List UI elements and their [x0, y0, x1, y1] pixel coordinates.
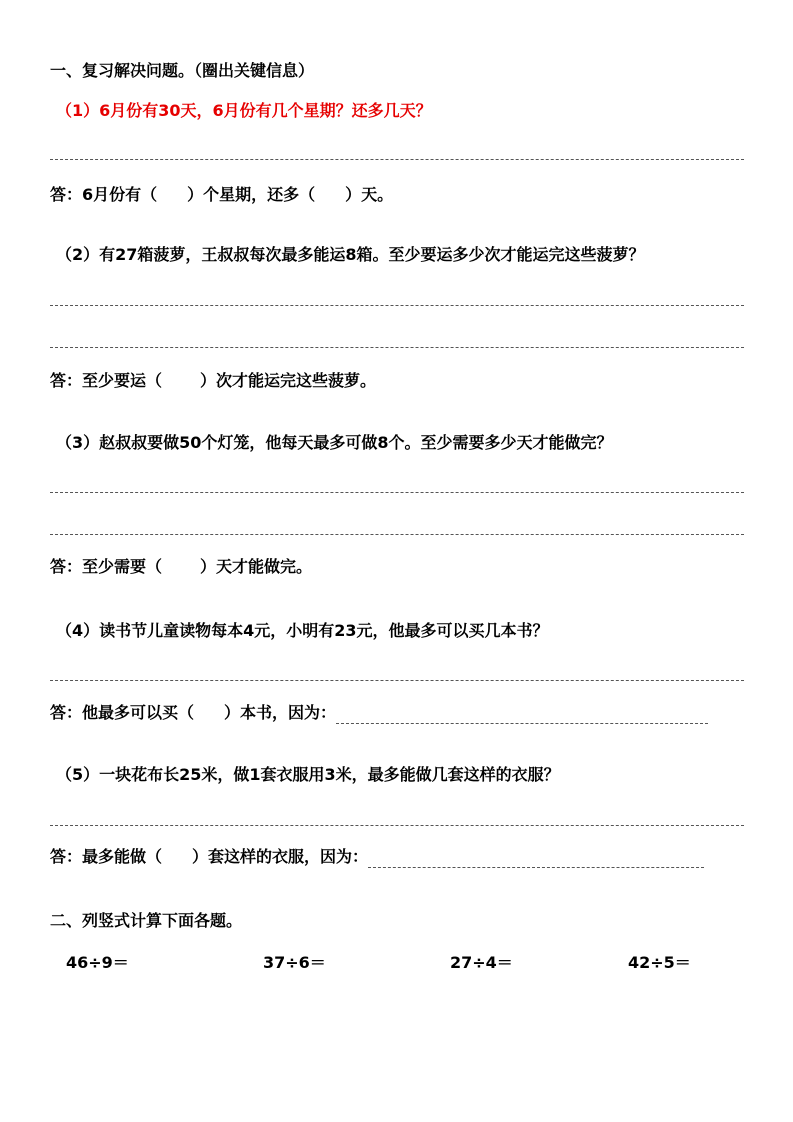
question-1: （1）6月份有30天，6月份有几个星期？还多几天？: [56, 101, 432, 120]
answer-line: [50, 825, 744, 826]
question-2: （2）有27箱菠萝，王叔叔每次最多能运8箱。至少要运多少次才能运完这些菠萝？: [56, 245, 645, 264]
answer-5-reason-line[interactable]: [368, 847, 704, 868]
answer-5-part-b: ）套这样的衣服，因为：: [192, 847, 369, 866]
calc-item-1: 46÷9＝: [66, 953, 129, 972]
answer-line: [50, 680, 744, 681]
calc-item-4: 42÷5＝: [628, 953, 691, 972]
section2-title: 二、列竖式计算下面各题。: [50, 911, 243, 930]
answer-1: [50, 184, 393, 206]
answer-5-part-a: 答：最多能做（: [50, 847, 163, 866]
question-5: （5）一块花布长25米，做1套衣服用3米，最多能做几套这样的衣服？: [56, 765, 560, 784]
answer-line: [50, 534, 744, 535]
answer-1-part-a: 答：6月份有（: [50, 185, 158, 204]
answer-4-part-b: ）本书，因为：: [224, 703, 337, 722]
answer-2-part-b: ）次才能运完这些菠萝。: [200, 371, 377, 390]
section1-title: 一、复习解决问题。（圈出关键信息）: [50, 61, 315, 80]
answer-5: [50, 846, 704, 868]
answer-4: [50, 702, 708, 724]
answer-line: [50, 159, 744, 160]
answer-1-part-c: ）天。: [345, 185, 394, 204]
answer-3: [50, 556, 312, 578]
answer-1-part-b: ）个星期，还多（: [187, 185, 316, 204]
calc-item-2: 37÷6＝: [263, 953, 326, 972]
answer-4-part-a: 答：他最多可以买（: [50, 703, 195, 722]
answer-2: [50, 370, 376, 392]
question-4: （4）读书节儿童读物每本4元，小明有23元，他最多可以买几本书？: [56, 621, 549, 640]
answer-line: [50, 347, 744, 348]
answer-3-part-b: ）天才能做完。: [200, 557, 313, 576]
answer-4-reason-line[interactable]: [336, 703, 708, 724]
answer-line: [50, 492, 744, 493]
answer-2-part-a: 答：至少要运（: [50, 371, 163, 390]
answer-3-part-a: 答：至少需要（: [50, 557, 163, 576]
question-3: （3）赵叔叔要做50个灯笼，他每天最多可做8个。至少需要多少天才能做完？: [56, 433, 613, 452]
calc-item-3: 27÷4＝: [450, 953, 513, 972]
answer-line: [50, 305, 744, 306]
